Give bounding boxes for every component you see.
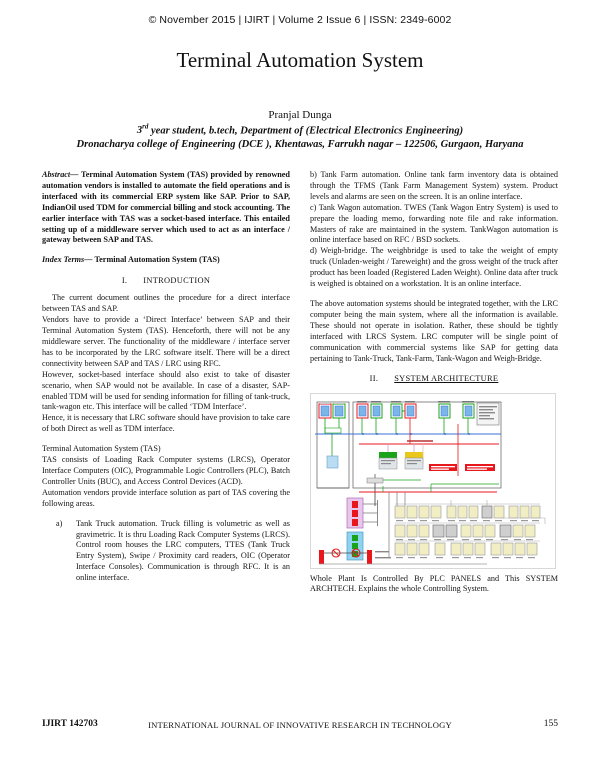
page-footer	[42, 719, 558, 733]
running-head: © November 2015 | IJIRT | Volume 2 Issue 6 | ISSN: 2349-6002	[148, 14, 452, 26]
author-affiliation-line-1	[40, 123, 560, 138]
abstract-paragraph	[42, 170, 290, 246]
intro-paragraph-4: Hence, it is necessary that LRC software should have provision to take care of both Direct as well as TDM interface.	[42, 413, 290, 434]
section-number: II.	[369, 374, 379, 384]
intro-paragraph-1: The current document outlines the procedure for a direct interface between TAS and SAP.	[42, 293, 290, 314]
section-title: SYSTEM ARCHITECTURE	[394, 374, 499, 384]
summary-paragraph: The above automation systems should be integrated together, with the LRC computer being the main system, where all the information is available. These should not operate in isolation. Rather, these should be tightly interfaced with LRCS System. LRC computer will be single point of communication with commercial systems like SAP for getting data pertaining to Tank-Truck, Tank-Farm, Tank-Wagon and Weigh-Bridge.	[310, 298, 558, 363]
system-architecture-figure	[310, 393, 556, 569]
footer-article-id: IJIRT 142703	[42, 719, 98, 729]
affiliation-ordinal-number: 3	[136, 125, 143, 137]
figure-caption: Whole Plant Is Controlled By PLC PANELS and This SYSTEM ARCHTECH. Explains the whole Controlling System.	[310, 573, 558, 594]
tas-paragraph-2: Automation vendors provide interface solution as part of TAS covering the following areas.	[42, 487, 290, 508]
list-item-d: d) Weigh-bridge. The weighbridge is used to take the weight of empty truck (Unladen-weight / Tareweight) and the gross weight of the truck after product has been loaded (Registered Laden Weight). Online data after truck is weighed is obtained on a workstation. It is an online interface.	[310, 246, 558, 289]
index-terms-text: Terminal Automation System (TAS)	[94, 255, 220, 265]
list-item-text: Tank Truck automation. Truck filling is volumetric as well as gravimetric. It is thru Loading Rack Computer Systems (LRCS). Control room houses the LRC computers, TTES (Tank Truck Entry System), Swipe / Proximity card readers, OIC (Operator Interface Consoles). Communication is through RFC. It is an online interface.	[76, 518, 290, 583]
tas-paragraph-1: TAS consists of Loading Rack Computer systems (LRCS), Operator Interface Computers (OIC), Programmable Logic Controllers (PLC), Batch Controller Units (BUC), and Access Control Devices (ACD).	[42, 455, 290, 486]
list-item-c: c) Tank Wagon automation. TWES (Tank Wagon Entry System) is used to prepare the loading memo, forwarding note file and rake information. Masters of rake are maintained in the system. TankWagon automation is online interface based on RFC / BSD sockets.	[310, 202, 558, 245]
tas-subheading: Terminal Automation System (TAS)	[42, 444, 161, 454]
affiliation-text-1: year student, b.tech, Department of (Electrical Electronics Engineering)	[148, 125, 464, 137]
abstract-label: Abstract—	[42, 170, 81, 179]
right-column	[310, 170, 558, 595]
list-item-marker: a)	[56, 518, 63, 528]
list-item-b: b) Tank Farm automation. Online tank farm inventory data is obtained through the TFMS (Tank Farm Management System) system. Product levels and alarms are seen on the screen. It is an online interface.	[310, 170, 558, 201]
index-terms	[42, 255, 290, 266]
abstract-text: Terminal Automation System (TAS) provided by renowned automation vendors is installed to automate the field operations and is interfaced with its commercial ERP system like SAP. Prior to SAP, IndianOil used TDM for commercial billing and stock accounting. The earlier interface with TAS was a socket-based interface. This entailed setting up of a middleware server which used to act as an interface / gateway between SAP and TAS.	[42, 170, 290, 245]
footer-page-number: 155	[543, 719, 558, 729]
page-title: Terminal Automation System	[176, 48, 424, 72]
author-affiliation-line-2: Dronacharya college of Engineering (DCE ), Khentawas, Farrukh nagar – 122506, Gurgaon, Haryana	[76, 138, 524, 150]
system-architecture-diagram	[311, 394, 555, 568]
author-name: Pranjal Dunga	[268, 109, 332, 121]
affiliation-ordinal	[136, 122, 149, 137]
left-column	[42, 170, 290, 584]
author-block	[40, 108, 560, 152]
affiliation-ordinal-suffix: rd	[142, 122, 149, 131]
index-terms-label: Index Terms—	[42, 255, 95, 265]
list-item	[42, 519, 290, 584]
intro-paragraph-2: Vendors have to provide a ‘Direct Interface’ between SAP and their Terminal Automation System (TAS). Henceforth, there will not be any middleware server. The functionality of the middleware / interface server has to be incorporated by the LRC software itself. There will be a direct connectivity between SAP and TAS / LRC using RFC.	[42, 315, 290, 368]
footer-journal-name: INTERNATIONAL JOURNAL OF INNOVATIVE RESEARCH IN TECHNOLOGY	[148, 720, 452, 730]
section-number: I.	[121, 276, 128, 286]
section-heading-introduction	[42, 275, 290, 286]
section-heading-system-architecture	[310, 373, 558, 384]
intro-paragraph-3: However, socket-based interface should also exist to take of disaster scenario, when SAP would not be available. In case of a disaster, SAP-enabled TDM will be used for sending information for filling of tank-truck, tank-wagon etc. This interface will be called ‘TDM Interface’.	[42, 369, 290, 412]
section-title: INTRODUCTION	[143, 276, 211, 286]
